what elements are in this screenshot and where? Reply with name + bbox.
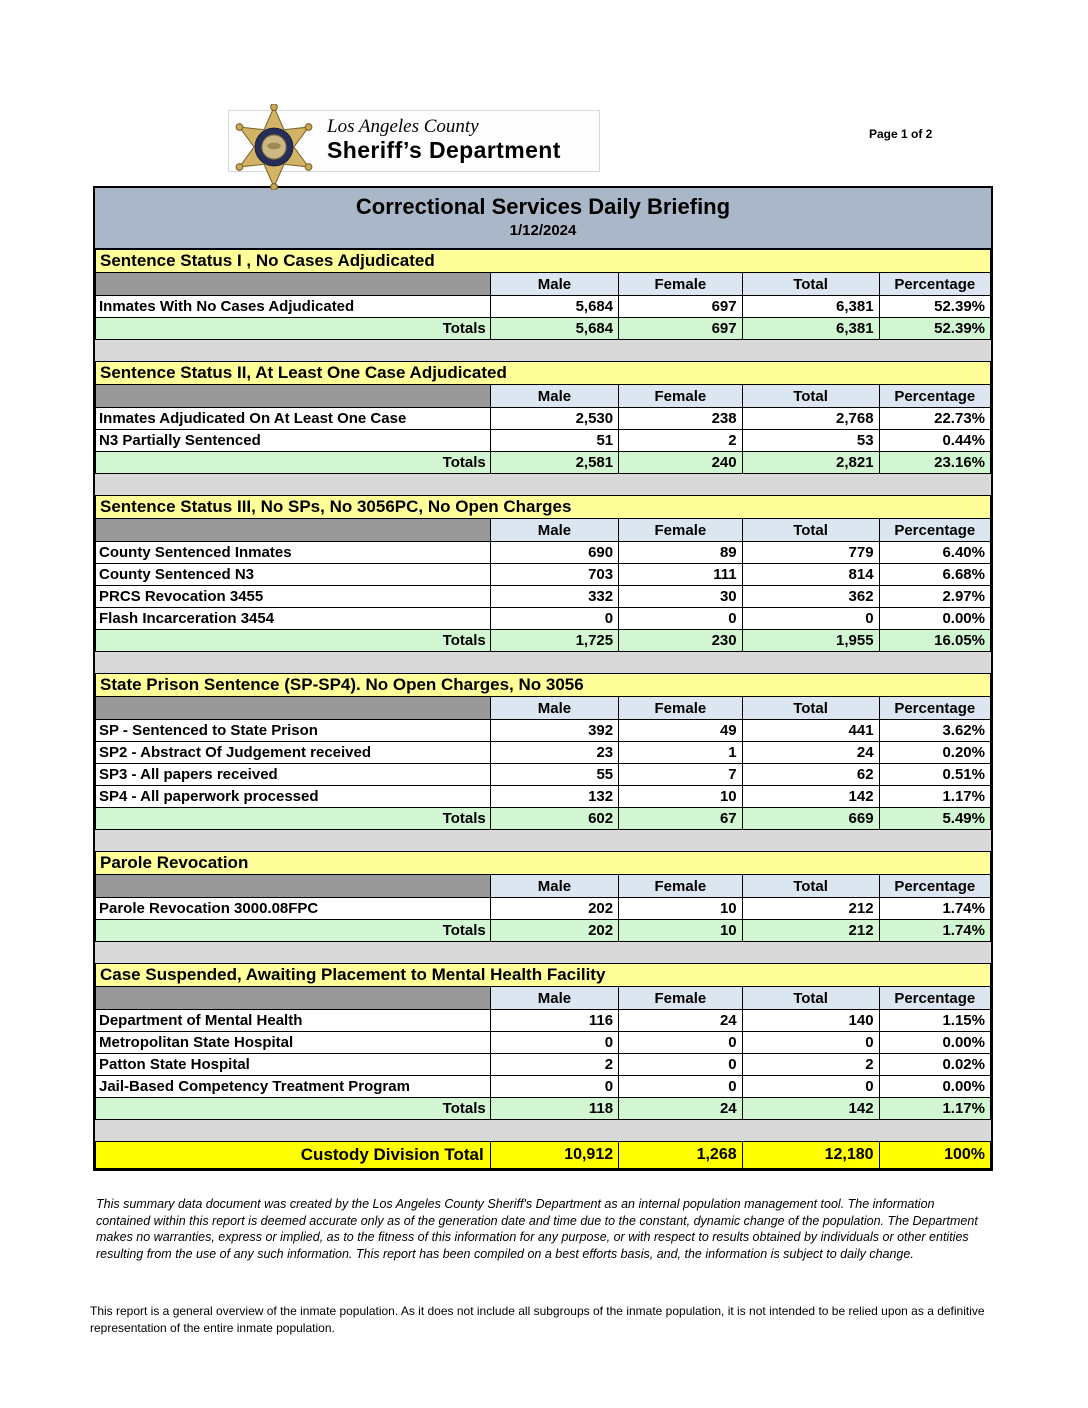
row-value: 0	[619, 608, 743, 630]
row-value: 814	[742, 564, 879, 586]
label-column-spacer	[96, 875, 491, 898]
row-value: 23	[490, 742, 618, 764]
agency-department-line: Sheriff’s Department	[327, 137, 561, 163]
totals-row	[96, 808, 991, 830]
column-header-row	[96, 697, 991, 720]
grand-total-value: 1,268	[619, 1142, 743, 1169]
section-gap	[95, 652, 991, 673]
totals-value: 6,381	[742, 318, 879, 340]
row-value: 2,530	[490, 408, 618, 430]
column-header-row	[96, 385, 991, 408]
row-value: 142	[742, 786, 879, 808]
row-value: 62	[742, 764, 879, 786]
totals-value: 230	[619, 630, 743, 652]
section-title: State Prison Sentence (SP-SP4). No Open Charges, No 3056	[96, 674, 991, 697]
section-title: Case Suspended, Awaiting Placement to Mental Health Facility	[96, 964, 991, 987]
report-container	[93, 186, 993, 1171]
row-value: 30	[619, 586, 743, 608]
totals-value: 5,684	[490, 318, 618, 340]
row-value: 0	[619, 1054, 743, 1076]
row-value: 1	[619, 742, 743, 764]
totals-value: 240	[619, 452, 743, 474]
totals-value: 602	[490, 808, 618, 830]
row-label: SP3 - All papers received	[96, 764, 491, 786]
row-label: Department of Mental Health	[96, 1010, 491, 1032]
row-value: 703	[490, 564, 618, 586]
totals-row	[96, 630, 991, 652]
table-row	[96, 542, 991, 564]
grand-total-value: 100%	[879, 1142, 990, 1169]
label-column-spacer	[96, 273, 491, 296]
row-value: 53	[742, 430, 879, 452]
row-value: 49	[619, 720, 743, 742]
table-row	[96, 586, 991, 608]
column-header-row	[96, 987, 991, 1010]
column-header-female: Female	[619, 987, 743, 1010]
section-gap	[95, 474, 991, 495]
totals-row	[96, 452, 991, 474]
row-value: 3.62%	[879, 720, 990, 742]
row-value: 690	[490, 542, 618, 564]
totals-label: Totals	[96, 630, 491, 652]
column-header-male: Male	[490, 273, 618, 296]
column-header-total: Total	[742, 697, 879, 720]
row-label: Jail-Based Competency Treatment Program	[96, 1076, 491, 1098]
grand-total-table	[95, 1141, 991, 1169]
table-row	[96, 764, 991, 786]
section-table	[95, 963, 991, 1120]
column-header-percentage: Percentage	[879, 875, 990, 898]
column-header-row	[96, 875, 991, 898]
row-value: 0	[742, 1032, 879, 1054]
report-title-bar	[95, 188, 991, 249]
column-header-total: Total	[742, 519, 879, 542]
row-value: 332	[490, 586, 618, 608]
column-header-percentage: Percentage	[879, 697, 990, 720]
row-value: 2	[742, 1054, 879, 1076]
table-row	[96, 296, 991, 318]
report-title: Correctional Services Daily Briefing	[355, 194, 731, 219]
grand-total-value: 10,912	[490, 1142, 618, 1169]
totals-value: 212	[742, 920, 879, 942]
report-sections	[95, 249, 991, 1141]
table-row	[96, 1076, 991, 1098]
column-header-female: Female	[619, 875, 743, 898]
row-label: Inmates With No Cases Adjudicated	[96, 296, 491, 318]
label-column-spacer	[96, 385, 491, 408]
column-header-row	[96, 273, 991, 296]
totals-value: 1,725	[490, 630, 618, 652]
table-row	[96, 786, 991, 808]
row-value: 1.17%	[879, 786, 990, 808]
row-value: 0	[619, 1076, 743, 1098]
section-header-row	[96, 362, 991, 385]
section-gap	[95, 340, 991, 361]
totals-value: 5.49%	[879, 808, 990, 830]
section-gap	[95, 942, 991, 963]
row-value: 89	[619, 542, 743, 564]
row-value: 6.40%	[879, 542, 990, 564]
section-header-row	[96, 852, 991, 875]
column-header-male: Male	[490, 987, 618, 1010]
totals-value: 1.74%	[879, 920, 990, 942]
disclaimer-text: This summary data document was created by the Los Angeles County Sheriff's Department as an internal population management tool. The information contained within this report is deemed accurate only as of the generation date and time due to the constant, dynamic change of the population. The Department makes no warranties, express or implied, as to the fitness of this information for any purpose, or with respect to results obtained by individuals or other entities resulting from the use of any such information. This report has been compiled on a best efforts basis, and, the information is subject to daily change.	[96, 1197, 978, 1261]
label-column-spacer	[96, 519, 491, 542]
row-label: Metropolitan State Hospital	[96, 1032, 491, 1054]
column-header-total: Total	[742, 385, 879, 408]
row-value: 10	[619, 898, 743, 920]
row-value: 0.02%	[879, 1054, 990, 1076]
row-value: 238	[619, 408, 743, 430]
row-value: 116	[490, 1010, 618, 1032]
totals-value: 697	[619, 318, 743, 340]
row-value: 24	[742, 742, 879, 764]
grand-total-label: Custody Division Total	[96, 1142, 491, 1169]
table-row	[96, 742, 991, 764]
row-value: 2	[490, 1054, 618, 1076]
column-header-total: Total	[742, 987, 879, 1010]
label-column-spacer	[96, 987, 491, 1010]
totals-value: 23.16%	[879, 452, 990, 474]
column-header-row	[96, 519, 991, 542]
section-title: Sentence Status III, No SPs, No 3056PC, No Open Charges	[96, 496, 991, 519]
agency-name	[327, 116, 561, 163]
row-value: 7	[619, 764, 743, 786]
row-value: 2	[619, 430, 743, 452]
page-indicator: Page 1 of 2	[869, 127, 933, 141]
totals-value: 52.39%	[879, 318, 990, 340]
totals-row	[96, 920, 991, 942]
section-gap	[95, 1120, 991, 1141]
row-value: 697	[619, 296, 743, 318]
row-value: 0	[490, 1032, 618, 1054]
row-value: 0.20%	[879, 742, 990, 764]
column-header-total: Total	[742, 273, 879, 296]
row-label: County Sentenced Inmates	[96, 542, 491, 564]
footer-note: This report is a general overview of the inmate population. As it does not include all subgroups of the inmate population, it is not intended to be relied upon as a definitive representation of the entire inmate population.	[90, 1304, 985, 1335]
column-header-female: Female	[619, 273, 743, 296]
totals-value: 669	[742, 808, 879, 830]
table-row	[96, 608, 991, 630]
section-header-row	[96, 250, 991, 273]
grand-total-row	[96, 1142, 991, 1169]
section-header-row	[96, 674, 991, 697]
totals-value: 202	[490, 920, 618, 942]
column-header-percentage: Percentage	[879, 273, 990, 296]
row-value: 111	[619, 564, 743, 586]
table-row	[96, 564, 991, 586]
row-value: 0.00%	[879, 1076, 990, 1098]
row-value: 0	[742, 1076, 879, 1098]
section-table	[95, 851, 991, 942]
row-value: 2.97%	[879, 586, 990, 608]
table-row	[96, 1010, 991, 1032]
totals-value: 2,581	[490, 452, 618, 474]
agency-county-line: Los Angeles County	[327, 116, 479, 137]
column-header-male: Male	[490, 385, 618, 408]
row-label: N3 Partially Sentenced	[96, 430, 491, 452]
row-value: 362	[742, 586, 879, 608]
section-title: Parole Revocation	[96, 852, 991, 875]
row-value: 0	[490, 608, 618, 630]
row-label: Flash Incarceration 3454	[96, 608, 491, 630]
column-header-total: Total	[742, 875, 879, 898]
column-header-female: Female	[619, 519, 743, 542]
column-header-male: Male	[490, 519, 618, 542]
totals-value: 67	[619, 808, 743, 830]
totals-value: 10	[619, 920, 743, 942]
section-header-row	[96, 496, 991, 519]
column-header-female: Female	[619, 385, 743, 408]
totals-label: Totals	[96, 452, 491, 474]
row-label: County Sentenced N3	[96, 564, 491, 586]
row-value: 392	[490, 720, 618, 742]
totals-value: 24	[619, 1098, 743, 1120]
row-value: 0.00%	[879, 608, 990, 630]
row-value: 6.68%	[879, 564, 990, 586]
table-row	[96, 408, 991, 430]
report-date: 1/12/2024	[509, 222, 577, 239]
totals-label: Totals	[96, 1098, 491, 1120]
totals-value: 142	[742, 1098, 879, 1120]
section-table	[95, 361, 991, 474]
section-table	[95, 495, 991, 652]
section-table	[95, 249, 991, 340]
row-value: 140	[742, 1010, 879, 1032]
row-value: 24	[619, 1010, 743, 1032]
row-label: Parole Revocation 3000.08FPC	[96, 898, 491, 920]
row-value: 202	[490, 898, 618, 920]
section-header-row	[96, 964, 991, 987]
row-value: 1.15%	[879, 1010, 990, 1032]
row-value: 2,768	[742, 408, 879, 430]
totals-value: 118	[490, 1098, 618, 1120]
row-value: 441	[742, 720, 879, 742]
column-header-male: Male	[490, 875, 618, 898]
row-label: Inmates Adjudicated On At Least One Case	[96, 408, 491, 430]
row-value: 0	[490, 1076, 618, 1098]
row-value: 22.73%	[879, 408, 990, 430]
label-column-spacer	[96, 697, 491, 720]
row-label: SP2 - Abstract Of Judgement received	[96, 742, 491, 764]
row-label: Patton State Hospital	[96, 1054, 491, 1076]
row-value: 779	[742, 542, 879, 564]
section-gap	[95, 830, 991, 851]
totals-value: 2,821	[742, 452, 879, 474]
table-row	[96, 898, 991, 920]
grand-total-value: 12,180	[742, 1142, 879, 1169]
totals-row	[96, 318, 991, 340]
row-value: 6,381	[742, 296, 879, 318]
column-header-percentage: Percentage	[879, 519, 990, 542]
section-title: Sentence Status II, At Least One Case Adjudicated	[96, 362, 991, 385]
table-row	[96, 1032, 991, 1054]
totals-value: 16.05%	[879, 630, 990, 652]
table-row	[96, 1054, 991, 1076]
row-label: SP - Sentenced to State Prison	[96, 720, 491, 742]
totals-label: Totals	[96, 920, 491, 942]
totals-row	[96, 1098, 991, 1120]
column-header-male: Male	[490, 697, 618, 720]
column-header-percentage: Percentage	[879, 385, 990, 408]
row-value: 0.00%	[879, 1032, 990, 1054]
row-label: SP4 - All paperwork processed	[96, 786, 491, 808]
sheriff-star-badge-icon	[232, 104, 316, 190]
totals-label: Totals	[96, 808, 491, 830]
table-row	[96, 720, 991, 742]
totals-label: Totals	[96, 318, 491, 340]
row-value: 132	[490, 786, 618, 808]
table-row	[96, 430, 991, 452]
totals-value: 1,955	[742, 630, 879, 652]
row-value: 0	[619, 1032, 743, 1054]
row-value: 51	[490, 430, 618, 452]
row-value: 0	[742, 608, 879, 630]
column-header-female: Female	[619, 697, 743, 720]
row-value: 0.44%	[879, 430, 990, 452]
row-value: 10	[619, 786, 743, 808]
section-title: Sentence Status I , No Cases Adjudicated	[96, 250, 991, 273]
row-value: 52.39%	[879, 296, 990, 318]
row-value: 1.74%	[879, 898, 990, 920]
row-value: 55	[490, 764, 618, 786]
row-label: PRCS Revocation 3455	[96, 586, 491, 608]
row-value: 0.51%	[879, 764, 990, 786]
row-value: 5,684	[490, 296, 618, 318]
column-header-percentage: Percentage	[879, 987, 990, 1010]
row-value: 212	[742, 898, 879, 920]
section-table	[95, 673, 991, 830]
totals-value: 1.17%	[879, 1098, 990, 1120]
